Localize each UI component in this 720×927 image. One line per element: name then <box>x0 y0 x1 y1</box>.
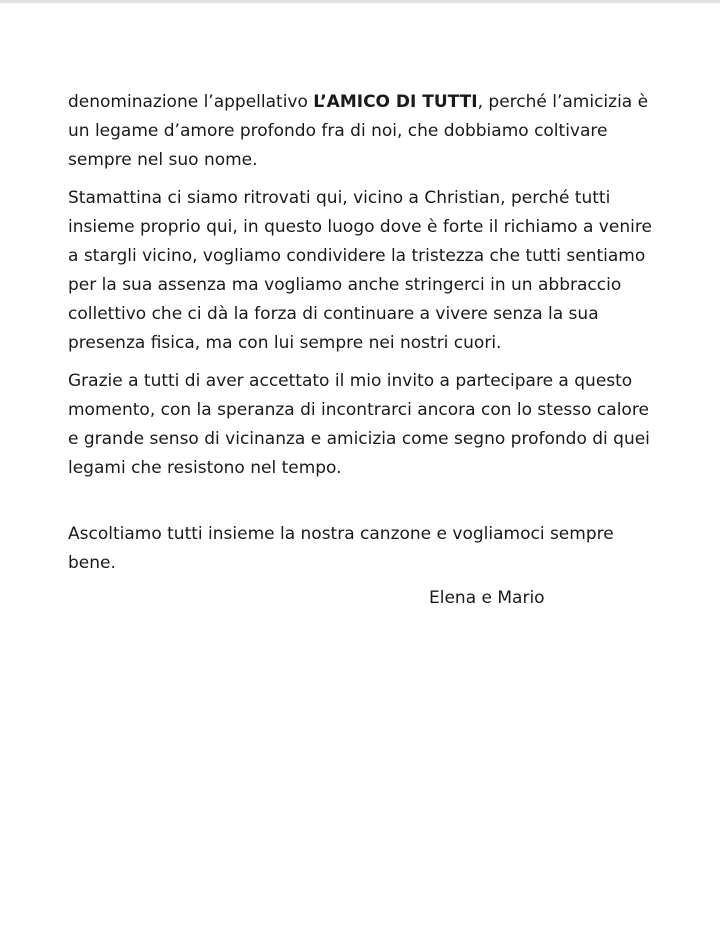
paragraph-1 <box>68 88 658 175</box>
paragraph-3: Grazie a tutti di aver accettato il mio invito a partecipare a questo momento, con la speranza di incontrarci ancora con lo stesso calore e grande senso di vicinanza e amicizia come segno profondo di quei legami che resistono nel tempo. <box>68 371 650 478</box>
top-border <box>0 0 720 3</box>
paragraph-1-start: denominazione l’appellativo <box>68 92 314 112</box>
paragraph-1-bold: L’AMICO DI TUTTI <box>313 92 478 112</box>
paragraph-2: Stamattina ci siamo ritrovati qui, vicino a Christian, perché tutti insieme proprio qui, in questo luogo dove è forte il richiamo a venire a stargli vicino, vogliamo condividere la tristezza che tutti sentiamo per la sua assenza ma vogliamo anche stringerci in un abbraccio collettivo che ci dà la forza di continuare a vivere senza la sua presenza fisica, ma con lui sempre nei nostri cuori. <box>68 188 652 353</box>
signature: Elena e Mario <box>429 588 545 608</box>
paragraph-1-end: , perché l’amicizia è un legame d’amore profondo fra di noi, che dobbiamo coltivare sempre nel suo nome. <box>68 92 649 170</box>
paragraph-4: Ascoltiamo tutti insieme la nostra canzone e vogliamoci sempre bene. <box>68 524 614 573</box>
document-page <box>68 88 658 613</box>
